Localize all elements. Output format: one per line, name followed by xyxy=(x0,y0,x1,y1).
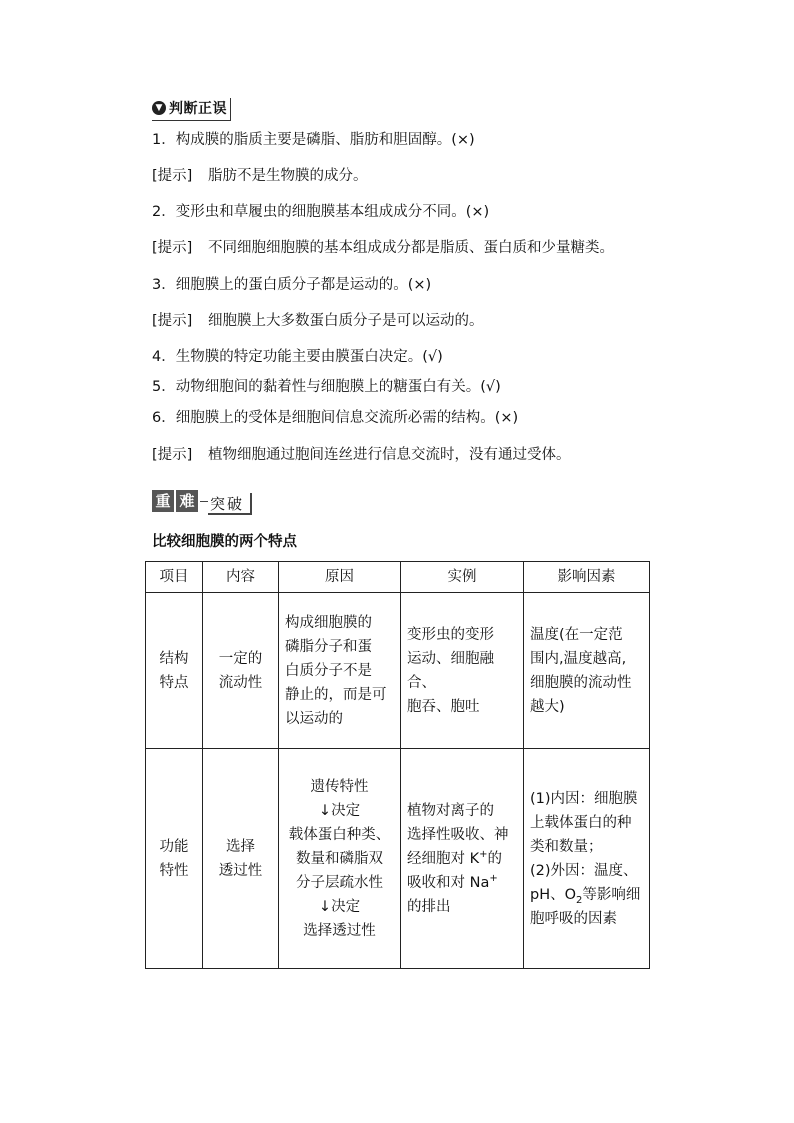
cell-line: 选择透过性 xyxy=(303,922,376,939)
cell-item xyxy=(146,593,203,749)
statement-3: 3．细胞膜上的蛋白质分子都是运动的。(×) xyxy=(152,277,432,293)
cell-line: 温度(在一定范 xyxy=(530,626,623,643)
statement-5: 5．动物细胞间的黏着性与细胞膜上的糖蛋白有关。(√) xyxy=(152,379,501,395)
cell-line: 以运动的 xyxy=(285,710,343,727)
cell-line: 特点 xyxy=(159,674,189,691)
statement-2: 2．变形虫和草履虫的细胞膜基本组成成分不同。(×) xyxy=(152,204,490,220)
cell-line: 运动、细胞融合、 xyxy=(407,650,494,691)
cell-line: 类和数量； xyxy=(530,838,603,855)
cell-line: 载体蛋白种类、 xyxy=(288,826,391,843)
hint-3 xyxy=(152,311,484,331)
cell-line: 流动性 xyxy=(218,674,263,691)
text-part: 吸收和对 Na xyxy=(407,874,490,891)
cell-line xyxy=(407,847,517,871)
table-header-row xyxy=(146,562,650,593)
cell-content xyxy=(203,749,279,969)
cell-line xyxy=(530,883,643,907)
header-cell: 原因 xyxy=(279,562,401,593)
cell-line: (2)外因：温度、 xyxy=(530,862,638,879)
cell-factor xyxy=(524,593,650,749)
cell-line: 变形虫的变形 xyxy=(407,626,494,643)
hint-text: 脂肪不是生物膜的成分。 xyxy=(208,168,368,184)
cell-line: 围内,温度越高, xyxy=(530,650,627,667)
comparison-table xyxy=(145,561,650,969)
down-arrow-decide: ↓决定 xyxy=(318,898,361,915)
hint-label: [提示] xyxy=(152,240,193,256)
header-cell: 影响因素 xyxy=(524,562,650,593)
hint-label: [提示] xyxy=(152,168,193,184)
hint-6 xyxy=(152,445,571,465)
section-tag-title: 判断正误 xyxy=(169,101,227,117)
hint-label: [提示] xyxy=(152,447,193,463)
banner-char: 难 xyxy=(176,490,198,512)
statement-6: 6．细胞膜上的受体是细胞间信息交流所必需的结构。(×) xyxy=(152,410,519,426)
cell-reason xyxy=(279,749,401,969)
cell-line: 上载体蛋白的种 xyxy=(530,814,632,831)
cell-line: 胞吞、胞吐 xyxy=(407,698,480,715)
text-part: 的 xyxy=(487,850,503,867)
cell-line: 越大) xyxy=(530,698,565,715)
table-title: 比较细胞膜的两个特点 xyxy=(152,534,297,550)
table-row xyxy=(146,749,650,969)
cell-line: 一定的 xyxy=(218,650,263,667)
cell-line: 结构 xyxy=(159,650,189,667)
banner-char: 重 xyxy=(152,490,174,512)
cell-line: 磷脂分子和蛋 xyxy=(285,638,372,655)
cell-line: 植物对离子的 xyxy=(407,802,494,819)
cell-line: 白质分子不是 xyxy=(285,662,372,679)
banner-rest: 突破 xyxy=(208,493,252,515)
cell-line: 的排出 xyxy=(407,898,451,915)
hint-text: 植物细胞通过胞间连丝进行信息交流时，没有通过受体。 xyxy=(208,447,571,463)
cell-content xyxy=(203,593,279,749)
checkmark-icon: ▼ xyxy=(152,101,166,115)
cell-reason xyxy=(279,593,401,749)
cell-line: 遗传特性 xyxy=(310,778,369,795)
cell-example xyxy=(401,749,524,969)
banner-dash xyxy=(200,501,208,514)
subscript: 2 xyxy=(576,894,583,906)
text-part: pH、O xyxy=(530,886,577,903)
cell-item xyxy=(146,749,203,969)
cell-line: 分子层疏水性 xyxy=(296,874,383,891)
superscript: + xyxy=(489,872,498,884)
cell-line: 胞呼吸的因素 xyxy=(530,910,617,927)
cell-line: 静止的，而是可 xyxy=(285,686,387,703)
hint-2 xyxy=(152,238,614,258)
statement-1: 1．构成膜的脂质主要是磷脂、脂肪和胆固醇。(×) xyxy=(152,132,475,148)
cell-line: 功能 xyxy=(159,838,189,855)
cell-factor xyxy=(524,749,650,969)
cell-line: 细胞膜的流动性 xyxy=(530,674,632,691)
header-cell: 实例 xyxy=(401,562,524,593)
section-tag-judge xyxy=(152,98,231,121)
statement-4: 4．生物膜的特定功能主要由膜蛋白决定。(√) xyxy=(152,349,443,365)
header-cell: 内容 xyxy=(203,562,279,593)
text-part: 等影响细 xyxy=(582,886,641,903)
text-part: 经细胞对 K xyxy=(407,850,480,867)
cell-line xyxy=(407,871,517,895)
header-cell: 项目 xyxy=(146,562,203,593)
hint-text: 细胞膜上大多数蛋白质分子是可以运动的。 xyxy=(208,313,484,329)
hint-1 xyxy=(152,166,368,186)
cell-line: (1)内因：细胞膜 xyxy=(530,790,638,807)
superscript: + xyxy=(479,848,488,860)
cell-line: 选择 xyxy=(226,838,255,855)
hint-text: 不同细胞细胞膜的基本组成成分都是脂质、蛋白质和少量糖类。 xyxy=(208,240,614,256)
cell-line: 特性 xyxy=(159,862,189,879)
cell-line: 透过性 xyxy=(218,862,263,879)
hint-label: [提示] xyxy=(152,313,193,329)
cell-line: 选择性吸收、神 xyxy=(407,826,509,843)
table-row xyxy=(146,593,650,749)
cell-line: 构成细胞膜的 xyxy=(285,614,372,631)
section-banner xyxy=(152,490,252,514)
down-arrow-decide: ↓决定 xyxy=(318,802,361,819)
cell-example xyxy=(401,593,524,749)
cell-line: 数量和磷脂双 xyxy=(296,850,383,867)
